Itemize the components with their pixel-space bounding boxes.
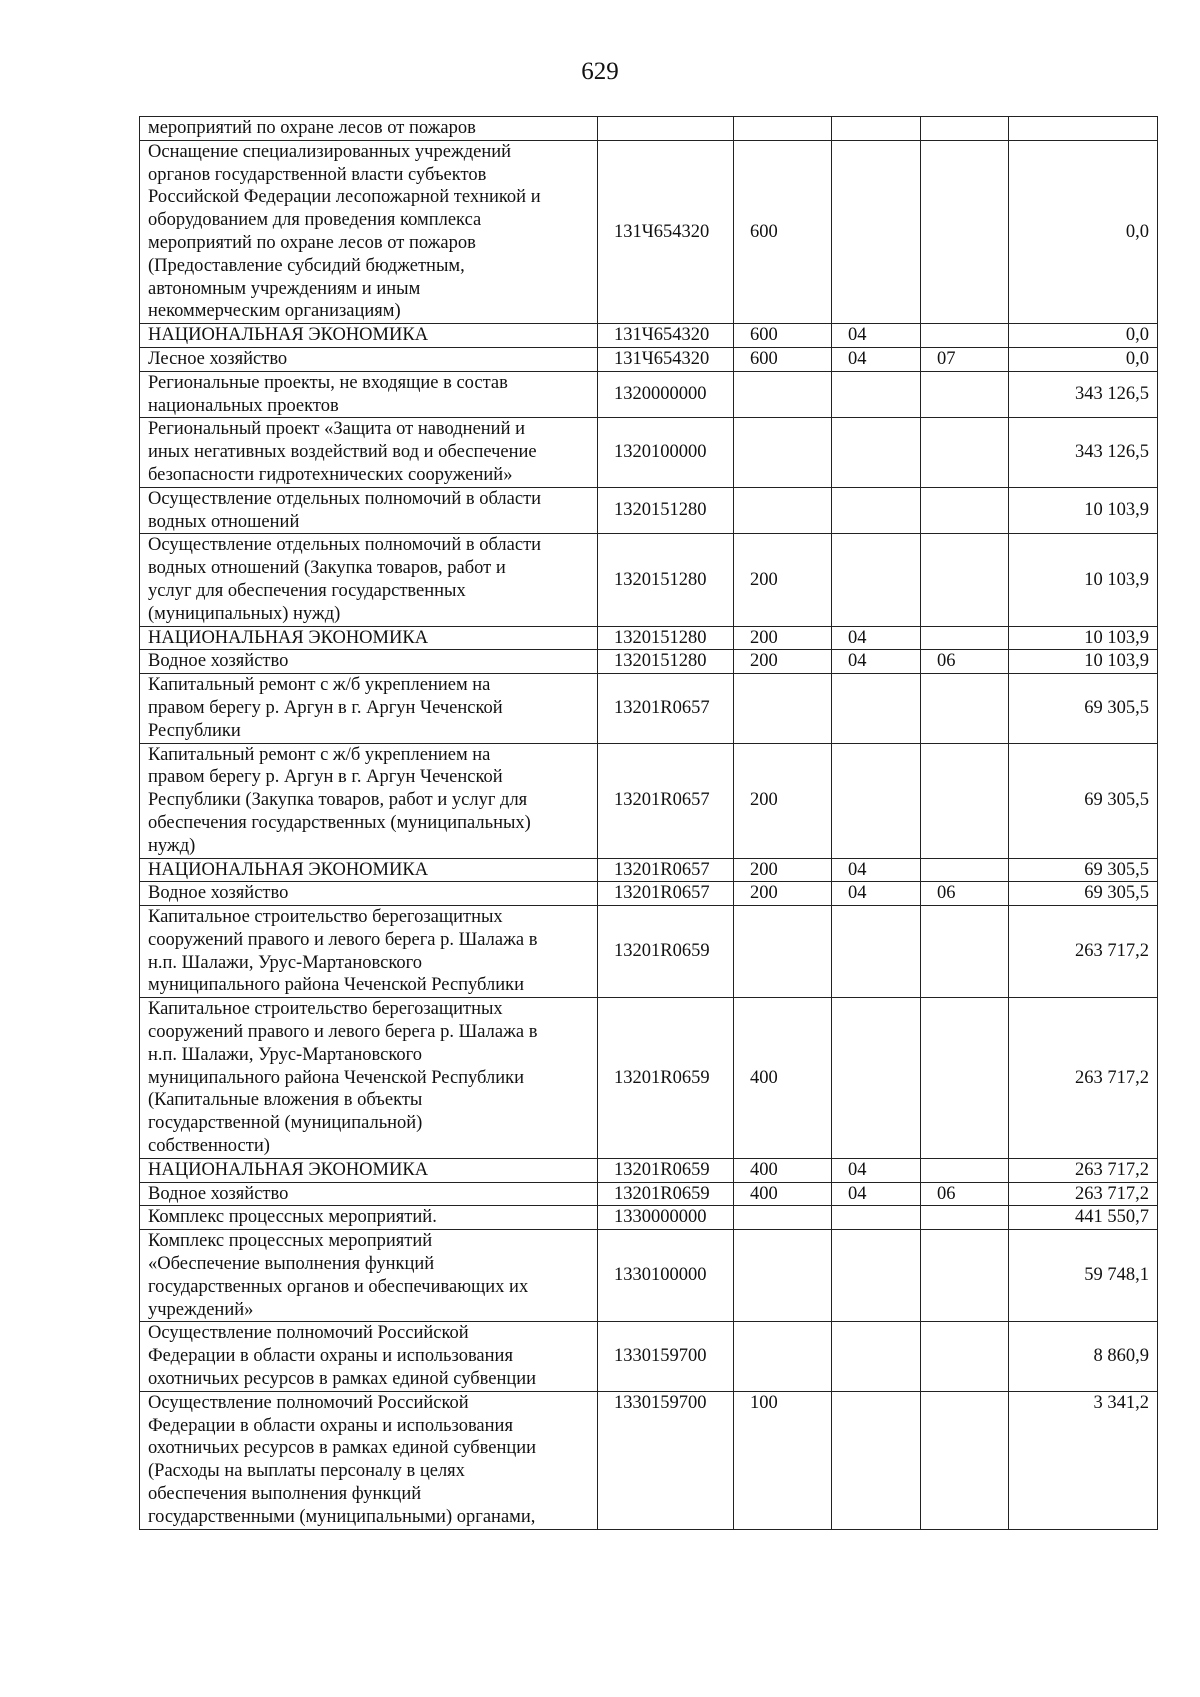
subsection-cell xyxy=(921,674,1009,743)
amount-cell: 10 103,9 xyxy=(1009,650,1158,674)
item-name-line: муниципального района Чеченской Республики xyxy=(148,1067,525,1088)
item-name-line: органов государственной власти субъектов xyxy=(148,164,487,185)
item-name-line: водных отношений xyxy=(148,511,300,532)
subsection-cell xyxy=(921,906,1009,998)
table-row xyxy=(140,1206,1158,1230)
subsection-cell xyxy=(921,418,1009,487)
item-name-line: правом берегу р. Аргун в г. Аргун Чеченской xyxy=(148,767,503,788)
item-name-cell xyxy=(140,743,598,858)
item-name-line: безопасности гидротехнических сооружений» xyxy=(148,464,513,485)
target-article-cell: 1320151280 xyxy=(598,534,734,626)
item-name-cell xyxy=(140,650,598,674)
item-name-cell xyxy=(140,140,598,323)
item-name-cell xyxy=(140,1206,598,1230)
subsection-cell: 06 xyxy=(921,1182,1009,1206)
section-cell xyxy=(832,906,921,998)
expense-type-cell xyxy=(734,371,832,418)
item-name-line: Комплекс процессных мероприятий. xyxy=(148,1207,437,1228)
target-article-cell: 1320151280 xyxy=(598,650,734,674)
subsection-cell xyxy=(921,1230,1009,1322)
subsection-cell xyxy=(921,743,1009,858)
amount-cell: 8 860,9 xyxy=(1009,1322,1158,1391)
table-row xyxy=(140,347,1158,371)
section-cell xyxy=(832,487,921,534)
item-name-line: Комплекс процессных мероприятий xyxy=(148,1231,433,1252)
table-row xyxy=(140,626,1158,650)
item-name-line: государственными (муниципальными) органами, xyxy=(148,1506,536,1527)
item-name-line: услуг для обеспечения государственных xyxy=(148,580,466,601)
item-name-cell xyxy=(140,487,598,534)
amount-cell: 69 305,5 xyxy=(1009,858,1158,882)
subsection-cell xyxy=(921,626,1009,650)
item-name-line: НАЦИОНАЛЬНАЯ ЭКОНОМИКА xyxy=(148,627,429,648)
expense-type-cell: 200 xyxy=(734,534,832,626)
item-name-line: Республики xyxy=(148,720,241,741)
target-article-cell: 1330159700 xyxy=(598,1322,734,1391)
item-name-line: (Расходы на выплаты персоналу в целях xyxy=(148,1461,465,1482)
target-article-cell: 1330159700 xyxy=(598,1391,734,1529)
item-name-line: Оснащение специализированных учреждений xyxy=(148,141,512,162)
target-article-cell: 1320000000 xyxy=(598,371,734,418)
item-name-line: охотничьих ресурсов в рамках единой субвенции xyxy=(148,1438,537,1459)
section-cell: 04 xyxy=(832,347,921,371)
table-row xyxy=(140,674,1158,743)
item-name-line: НАЦИОНАЛЬНАЯ ЭКОНОМИКА xyxy=(148,859,429,880)
subsection-cell xyxy=(921,140,1009,323)
section-cell xyxy=(832,743,921,858)
subsection-cell xyxy=(921,1322,1009,1391)
item-name-line: Осуществление отдельных полномочий в области xyxy=(148,488,542,509)
item-name-line: (Предоставление субсидий бюджетным, xyxy=(148,255,465,276)
item-name-line: Федерации в области охраны и использования xyxy=(148,1415,513,1436)
item-name-line: некоммерческим организациям) xyxy=(148,301,401,322)
amount-cell: 0,0 xyxy=(1009,324,1158,348)
target-article-cell: 131Ч654320 xyxy=(598,347,734,371)
item-name-cell xyxy=(140,906,598,998)
subsection-cell: 06 xyxy=(921,882,1009,906)
amount-cell: 10 103,9 xyxy=(1009,487,1158,534)
target-article-cell: 1330000000 xyxy=(598,1206,734,1230)
amount-cell: 343 126,5 xyxy=(1009,418,1158,487)
item-name-line: охотничьих ресурсов в рамках единой субвенции xyxy=(148,1369,537,1390)
item-name-cell xyxy=(140,418,598,487)
amount-cell: 263 717,2 xyxy=(1009,906,1158,998)
item-name-line: Осуществление полномочий Российской xyxy=(148,1323,469,1344)
item-name-cell xyxy=(140,117,598,141)
section-cell xyxy=(832,140,921,323)
table-row xyxy=(140,906,1158,998)
table-row xyxy=(140,371,1158,418)
amount-cell: 0,0 xyxy=(1009,347,1158,371)
amount-cell: 10 103,9 xyxy=(1009,534,1158,626)
item-name-cell xyxy=(140,347,598,371)
item-name-line: Региональные проекты, не входящие в состав xyxy=(148,372,508,393)
target-article-cell: 13201R0657 xyxy=(598,858,734,882)
amount-cell: 3 341,2 xyxy=(1009,1391,1158,1529)
item-name-line: (Капитальные вложения в объекты xyxy=(148,1090,423,1111)
item-name-line: Лесное хозяйство xyxy=(148,348,288,369)
expense-type-cell xyxy=(734,906,832,998)
amount-cell: 69 305,5 xyxy=(1009,743,1158,858)
target-article-cell xyxy=(598,117,734,141)
table-row xyxy=(140,324,1158,348)
table-row xyxy=(140,418,1158,487)
expense-type-cell xyxy=(734,1322,832,1391)
section-cell xyxy=(832,1230,921,1322)
item-name-line: Капитальный ремонт с ж/б укреплением на xyxy=(148,675,491,696)
table-row xyxy=(140,858,1158,882)
section-cell xyxy=(832,1391,921,1529)
section-cell xyxy=(832,1322,921,1391)
item-name-line: оборудованием для проведения комплекса xyxy=(148,210,482,231)
item-name-line: сооружений правого и левого берега р. Шалажа в xyxy=(148,929,538,950)
item-name-line: Водное хозяйство xyxy=(148,651,289,672)
item-name-line: НАЦИОНАЛЬНАЯ ЭКОНОМИКА xyxy=(148,1159,429,1180)
amount-cell: 69 305,5 xyxy=(1009,674,1158,743)
subsection-cell xyxy=(921,487,1009,534)
item-name-line: н.п. Шалажи, Урус-Мартановского xyxy=(148,1044,423,1065)
table-row xyxy=(140,650,1158,674)
subsection-cell xyxy=(921,371,1009,418)
table-row xyxy=(140,1391,1158,1529)
target-article-cell: 1320100000 xyxy=(598,418,734,487)
subsection-cell xyxy=(921,534,1009,626)
expense-type-cell: 400 xyxy=(734,1158,832,1182)
item-name-line: Региональный проект «Защита от наводнений и xyxy=(148,419,526,440)
item-name-cell xyxy=(140,1230,598,1322)
item-name-line: «Обеспечение выполнения функций xyxy=(148,1254,435,1275)
item-name-cell xyxy=(140,1322,598,1391)
expense-type-cell xyxy=(734,117,832,141)
item-name-line: нужд) xyxy=(148,835,196,856)
table-row xyxy=(140,1230,1158,1322)
subsection-cell xyxy=(921,1206,1009,1230)
section-cell: 04 xyxy=(832,1182,921,1206)
item-name-line: государственных органов и обеспечивающих их xyxy=(148,1276,529,1297)
target-article-cell: 13201R0659 xyxy=(598,1182,734,1206)
item-name-line: мероприятий по охране лесов от пожаров xyxy=(148,118,476,138)
subsection-cell xyxy=(921,1158,1009,1182)
expense-type-cell: 600 xyxy=(734,347,832,371)
target-article-cell: 13201R0659 xyxy=(598,906,734,998)
table-row xyxy=(140,117,1158,141)
subsection-cell: 06 xyxy=(921,650,1009,674)
section-cell xyxy=(832,998,921,1159)
section-cell: 04 xyxy=(832,1158,921,1182)
item-name-cell xyxy=(140,1158,598,1182)
section-cell xyxy=(832,371,921,418)
subsection-cell xyxy=(921,858,1009,882)
item-name-line: н.п. Шалажи, Урус-Мартановского xyxy=(148,952,423,973)
amount-cell: 263 717,2 xyxy=(1009,1182,1158,1206)
item-name-line: иных негативных воздействий вод и обеспечение xyxy=(148,442,537,463)
page-number: 629 xyxy=(581,58,619,85)
table-row xyxy=(140,998,1158,1159)
subsection-cell xyxy=(921,998,1009,1159)
section-cell xyxy=(832,674,921,743)
target-article-cell: 13201R0657 xyxy=(598,674,734,743)
item-name-line: мероприятий по охране лесов от пожаров xyxy=(148,232,476,253)
amount-cell: 263 717,2 xyxy=(1009,1158,1158,1182)
section-cell: 04 xyxy=(832,626,921,650)
item-name-line: водных отношений (Закупка товаров, работ и xyxy=(148,558,506,579)
expense-type-cell: 600 xyxy=(734,140,832,323)
table-row xyxy=(140,743,1158,858)
subsection-cell: 07 xyxy=(921,347,1009,371)
item-name-line: Осуществление полномочий Российской xyxy=(148,1392,469,1413)
amount-cell: 343 126,5 xyxy=(1009,371,1158,418)
item-name-cell xyxy=(140,998,598,1159)
target-article-cell: 13201R0657 xyxy=(598,743,734,858)
amount-cell: 69 305,5 xyxy=(1009,882,1158,906)
section-cell: 04 xyxy=(832,858,921,882)
target-article-cell: 13201R0657 xyxy=(598,882,734,906)
item-name-cell xyxy=(140,882,598,906)
table-row xyxy=(140,534,1158,626)
section-cell xyxy=(832,117,921,141)
item-name-cell xyxy=(140,626,598,650)
item-name-cell xyxy=(140,1391,598,1529)
item-name-line: Федерации в области охраны и использования xyxy=(148,1346,513,1367)
item-name-line: Капитальное строительство берегозащитных xyxy=(148,907,503,928)
item-name-line: сооружений правого и левого берега р. Шалажа в xyxy=(148,1022,538,1043)
item-name-line: Капитальный ремонт с ж/б укреплением на xyxy=(148,744,491,765)
expense-type-cell: 200 xyxy=(734,743,832,858)
section-cell: 04 xyxy=(832,324,921,348)
item-name-cell xyxy=(140,674,598,743)
item-name-line: национальных проектов xyxy=(148,395,339,416)
item-name-line: учреждений» xyxy=(148,1299,254,1320)
item-name-line: Осуществление отдельных полномочий в области xyxy=(148,535,542,556)
item-name-cell xyxy=(140,324,598,348)
budget-table-body xyxy=(140,117,1158,1530)
table-row xyxy=(140,487,1158,534)
expense-type-cell: 600 xyxy=(734,324,832,348)
table-row xyxy=(140,1158,1158,1182)
item-name-cell xyxy=(140,534,598,626)
expense-type-cell: 400 xyxy=(734,998,832,1159)
table-row xyxy=(140,882,1158,906)
table-row xyxy=(140,140,1158,323)
item-name-cell xyxy=(140,858,598,882)
amount-cell xyxy=(1009,117,1158,141)
item-name-line: Капитальное строительство берегозащитных xyxy=(148,999,503,1020)
subsection-cell xyxy=(921,324,1009,348)
amount-cell: 441 550,7 xyxy=(1009,1206,1158,1230)
expense-type-cell xyxy=(734,418,832,487)
target-article-cell: 1320151280 xyxy=(598,626,734,650)
target-article-cell: 131Ч654320 xyxy=(598,140,734,323)
item-name-line: Республики (Закупка товаров, работ и услуг для xyxy=(148,790,528,811)
expense-type-cell: 200 xyxy=(734,626,832,650)
item-name-cell xyxy=(140,1182,598,1206)
expense-type-cell: 200 xyxy=(734,858,832,882)
item-name-cell xyxy=(140,371,598,418)
subsection-cell xyxy=(921,117,1009,141)
item-name-line: обеспечения выполнения функций xyxy=(148,1484,422,1505)
item-name-line: собственности) xyxy=(148,1136,270,1157)
table-row xyxy=(140,1322,1158,1391)
item-name-line: Российской Федерации лесопожарной техникой и xyxy=(148,187,541,208)
target-article-cell: 1320151280 xyxy=(598,487,734,534)
item-name-line: автономным учреждениям и иным xyxy=(148,278,421,299)
budget-table xyxy=(139,116,1158,1530)
amount-cell: 263 717,2 xyxy=(1009,998,1158,1159)
expense-type-cell xyxy=(734,487,832,534)
amount-cell: 59 748,1 xyxy=(1009,1230,1158,1322)
item-name-line: НАЦИОНАЛЬНАЯ ЭКОНОМИКА xyxy=(148,325,429,346)
amount-cell: 0,0 xyxy=(1009,140,1158,323)
item-name-line: правом берегу р. Аргун в г. Аргун Чеченской xyxy=(148,697,503,718)
item-name-line: муниципального района Чеченской Республики xyxy=(148,975,525,996)
target-article-cell: 1330100000 xyxy=(598,1230,734,1322)
expense-type-cell: 400 xyxy=(734,1182,832,1206)
expense-type-cell: 200 xyxy=(734,650,832,674)
item-name-line: обеспечения государственных (муниципальных) xyxy=(148,812,531,833)
table-row xyxy=(140,1182,1158,1206)
section-cell xyxy=(832,418,921,487)
section-cell xyxy=(832,1206,921,1230)
item-name-line: государственной (муниципальной) xyxy=(148,1113,423,1134)
section-cell: 04 xyxy=(832,882,921,906)
subsection-cell xyxy=(921,1391,1009,1529)
target-article-cell: 131Ч654320 xyxy=(598,324,734,348)
target-article-cell: 13201R0659 xyxy=(598,1158,734,1182)
item-name-line: Водное хозяйство xyxy=(148,883,289,904)
item-name-line: (муниципальных) нужд) xyxy=(148,603,341,624)
expense-type-cell xyxy=(734,1230,832,1322)
expense-type-cell: 100 xyxy=(734,1391,832,1529)
amount-cell: 10 103,9 xyxy=(1009,626,1158,650)
item-name-line: Водное хозяйство xyxy=(148,1183,289,1204)
expense-type-cell xyxy=(734,674,832,743)
expense-type-cell: 200 xyxy=(734,882,832,906)
section-cell xyxy=(832,534,921,626)
section-cell: 04 xyxy=(832,650,921,674)
target-article-cell: 13201R0659 xyxy=(598,998,734,1159)
expense-type-cell xyxy=(734,1206,832,1230)
